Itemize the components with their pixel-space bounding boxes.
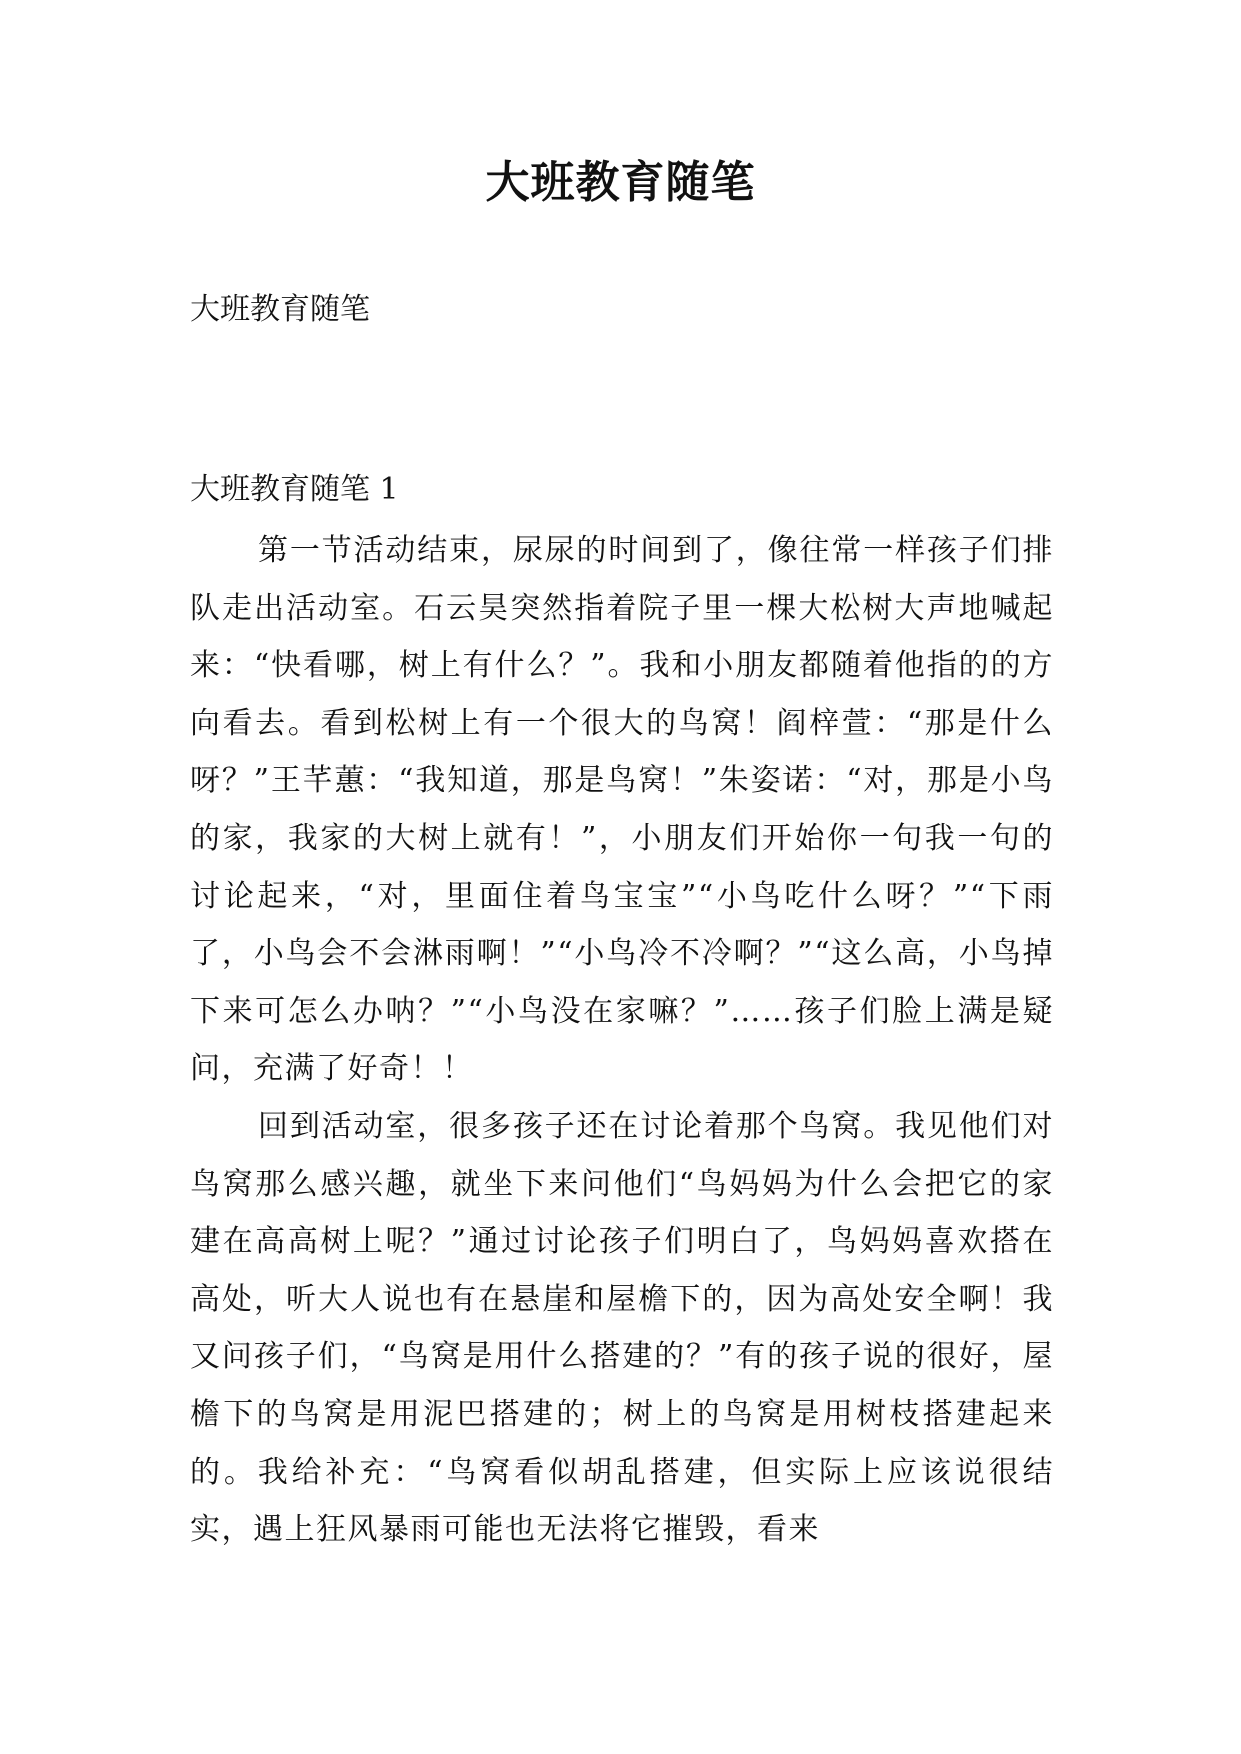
paragraph: 第一节活动结束，尿尿的时间到了，像往常一样孩子们排队走出活动室。石云昊突然指着院子里一棵大松树大声地喊起来：“快看哪，树上有什么？”。我和小朋友都随着他指的的方向看去。看到松树上有一个很大的鸟窝！阎梓萱：“那是什么呀？”王芊蕙：“我知道，那是鸟窝！”朱姿诺：“对，那是小鸟的家，我家的大树上就有！”，小朋友们开始你一句我一句的讨论起来，“对，里面住着鸟宝宝”“小鸟吃什么呀？”“下雨了，小鸟会不会淋雨啊！”“小鸟冷不冷啊？”“这么高，小鸟掉下来可怎么办呐？”“小鸟没在家嘛？”……孩子们脸上满是疑问，充满了好奇！！ <box>190 533 1054 1087</box>
section-heading: 大班教育随笔 1 <box>190 472 399 507</box>
document-subtitle: 大班教育随笔 <box>190 292 370 327</box>
document-body <box>190 522 1054 1559</box>
document-title: 大班教育随笔 <box>485 157 756 208</box>
paragraph: 回到活动室，很多孩子还在讨论着那个鸟窝。我见他们对鸟窝那么感兴趣，就坐下来问他们“鸟妈妈为什么会把它的家建在高高树上呢？”通过讨论孩子们明白了，鸟妈妈喜欢搭在高处，听大人说也有在悬崖和屋檐下的，因为高处安全啊！我又问孩子们，“鸟窝是用什么搭建的？”有的孩子说的很好，屋檐下的鸟窝是用泥巴搭建的；树上的鸟窝是用树枝搭建起来的。我给补充：“鸟窝看似胡乱搭建，但实际上应该说很结实，遇上狂风暴雨可能也无法将它摧毁，看来 <box>190 1108 1054 1548</box>
